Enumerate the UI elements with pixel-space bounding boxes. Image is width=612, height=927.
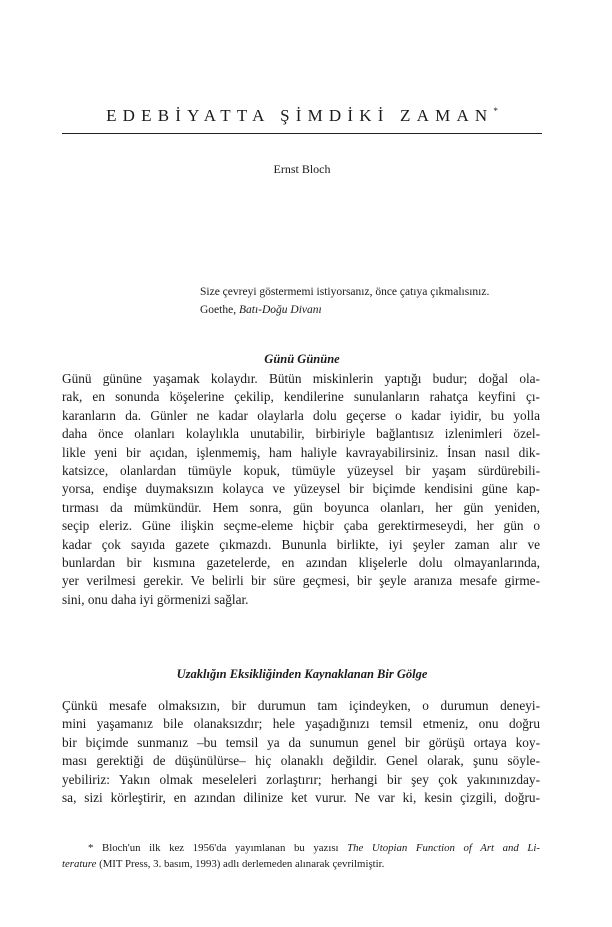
footnote-line [62, 857, 540, 873]
footnote-text: Bloch'un ilk kez 1956'da yayımlanan bu yazısı [102, 842, 339, 854]
footnote-marker: * [493, 106, 498, 116]
text-line: karanların da. Günler ne kadar olaylarla dolu geçerse o kadar iyidir, bu yolla [62, 407, 540, 423]
text-line: rak, en sonunda köşelerine çekilip, kendilerine sunulanların rahatça keyfini çı- [62, 389, 540, 405]
text-line: sini, onu daha iyi görmenizi sağlar. [62, 591, 249, 607]
epigraph-source-name: Goethe, [200, 304, 237, 316]
section-body [62, 370, 540, 609]
author-name: Ernst Bloch [273, 162, 331, 176]
footnote [62, 841, 540, 872]
text-line: yer verilmesi gerekir. Ve belirli bir süre geçmesi, bir şeyle aranıza mesafe girme- [62, 573, 540, 589]
text-line: mini yaşamanız bile olanaksızdır; hele yaşadığınızı temsil etmeniz, onu doğru [62, 716, 540, 732]
text-line: bir biçimde sunmanız –bu temsil ya da sunumun genel bir görüşü ortaya koy- [62, 734, 540, 750]
text-line: tırması da mümkündür. Hem sonra, gün boyunca olanları, her gün yeniden, [62, 499, 540, 515]
footnote-book-title: The Utopian Function of Art and Li- [347, 842, 541, 854]
section-heading: Günü Gününe [264, 352, 340, 366]
text-line: ması gerektiği de düşünülürse– hiç olanaklı değildir. Genel olarak, şunu söyle- [62, 753, 540, 769]
text-line: katsizce, olanlardan tümüyle kopuk, tümüyle yüzeysel bir yaşam sürdürebili- [62, 463, 540, 479]
text-line: yorsa, endişe duymaksızın kolayca ve yüzeysel bir biçimde kendisini güne kap- [62, 481, 540, 497]
text-line: sa, sizi körleştirir, en azından dilinize ket vurur. Ne var ki, kesin çizgili, doğru- [62, 790, 540, 806]
text-line: likle yeni bir açıdan, işlenmemiş, ham haliyle kavrayabilirsiniz. İnsan nasıl dik- [62, 444, 540, 460]
text-line: yebiliriz: Yakın olmak meseleleri zorlaştırır; herhangi bir şey çok yakınınızday- [62, 771, 540, 787]
footnote-mark: * [88, 842, 94, 854]
section-body [62, 697, 540, 807]
text-line: seçip eleriz. Güne ilişkin seçme-eleme hiçbir çaba gerektirmeseydi, her gün o [62, 518, 540, 534]
epigraph-quote: Size çevreyi göstermemi istiyorsanız, önce çatıya çıkmalısınız. [200, 286, 490, 298]
footnote-line [62, 841, 540, 857]
text-line: daha önce olanları kolaylıkla unutabilir, birbiriyle bağlantısız izlenimleri özel- [62, 426, 540, 442]
page-title-text: EDEBİYATTA ŞİMDİKİ ZAMAN [106, 106, 494, 125]
page-title [62, 106, 542, 126]
text-line: kadar çok sayıda gazete çıkmazdı. Bununla birlikte, iyi şeyler zaman alır ve [62, 536, 540, 552]
footnote-book-title: terature [62, 857, 97, 870]
epigraph [200, 283, 550, 319]
text-line: Çünkü mesafe olmaksızın, bir durumun tam içindeyken, o durumun deneyi- [62, 698, 540, 713]
footnote-text: (MIT Press, 3. basım, 1993) adlı derlemeden alınarak çevrilmiştir. [99, 857, 385, 870]
text-line: Günü gününe yaşamak kolaydır. Bütün miskinlerin yaptığı budur; doğal ola- [62, 371, 540, 386]
title-rule [62, 133, 542, 134]
text-line: bunlardan bir kısmına gazetelerde, en azından klişelerle dolu olmayanlarında, [62, 555, 540, 571]
epigraph-source-work: Batı-Doğu Divanı [238, 304, 322, 316]
section-heading: Uzaklığın Eksikliğinden Kaynaklanan Bir Gölge [176, 667, 428, 681]
epigraph-source [200, 301, 550, 319]
